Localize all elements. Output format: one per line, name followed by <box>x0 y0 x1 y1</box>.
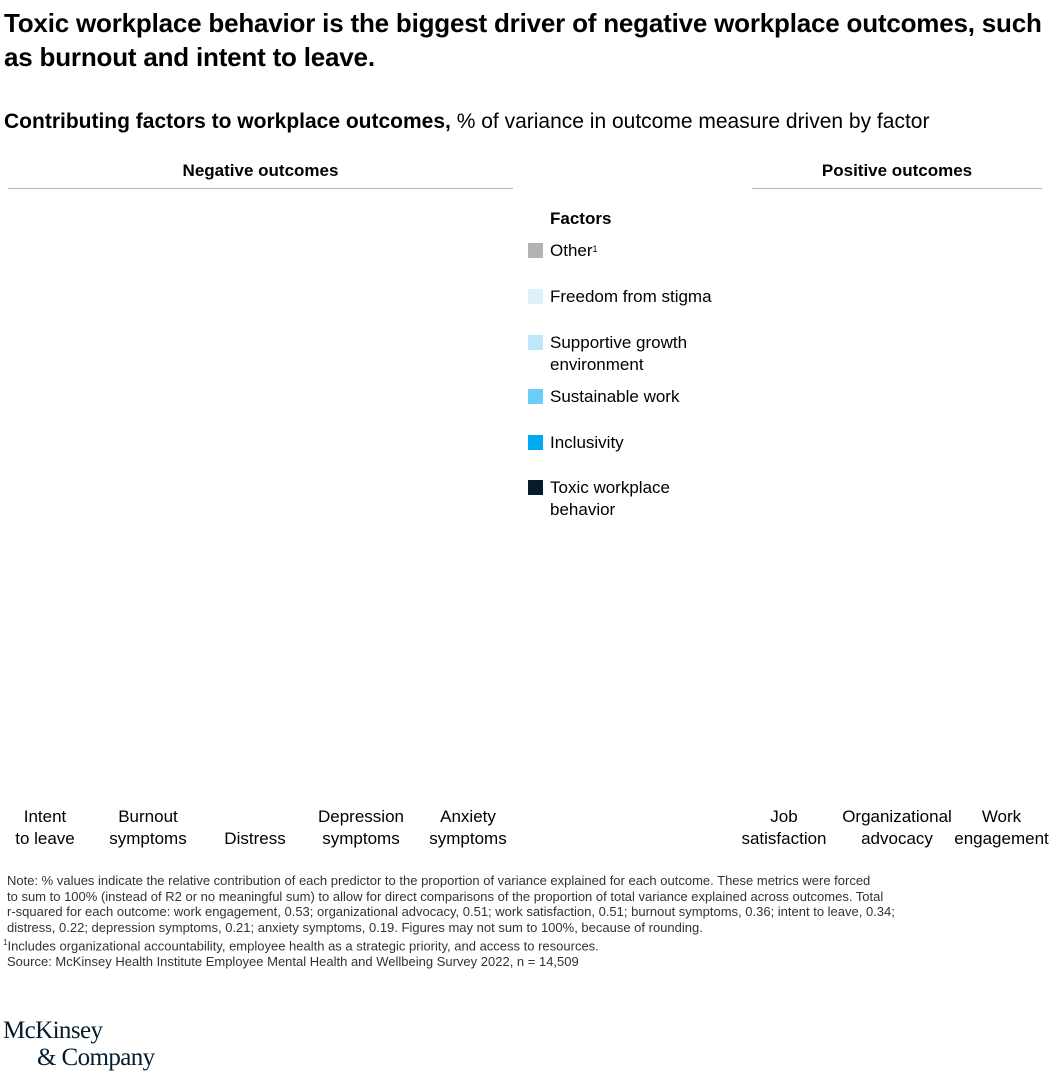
footnote-marker: 1 <box>592 244 598 254</box>
category-label-depression-symptoms: Depression symptoms <box>318 807 404 848</box>
legend-swatch-supportive-growth-environment <box>528 335 543 350</box>
legend-item-toxic-workplace-behavior <box>528 477 690 521</box>
legend-label-toxic-workplace-behavior: Toxic workplace behavior <box>550 478 670 519</box>
category-label-organizational-advocacy: Organizational advocacy <box>842 807 952 848</box>
legend-swatch-inclusivity <box>528 435 543 450</box>
positive-outcomes-divider <box>752 188 1042 189</box>
legend-swatch-sustainable-work <box>528 389 543 404</box>
category-label-job-satisfaction: Job satisfaction <box>741 807 827 848</box>
note-line: to sum to 100% (instead of R2 or no meaningful sum) to allow for direct comparisons of the proportion of total variance explained across outcomes. Total <box>7 888 884 904</box>
note-line: r-squared for each outcome: work engagement, 0.53; organizational advocacy, 0.51; work satisfaction, 0.51; burnout symptoms, 0.36; intent to leave, 0.34; <box>7 904 895 920</box>
legend-swatch-toxic-workplace-behavior <box>528 480 543 495</box>
legend-item-supportive-growth-environment <box>528 332 710 376</box>
legend-label-other: Other <box>550 241 593 260</box>
logo-line-1: McKinsey <box>3 1017 103 1044</box>
legend-label-supportive-growth-environment: Supportive growth environment <box>550 333 688 374</box>
legend-item-freedom-from-stigma <box>528 286 730 308</box>
category-label-intent-to-leave: Intent to leave <box>15 807 75 848</box>
legend-title: Factors <box>550 209 612 228</box>
category-label-distress: Distress <box>224 829 286 848</box>
negative-outcomes-divider <box>8 188 513 189</box>
footnote-text: Includes organizational accountability, employee health as a strategic priority, and access to resources. <box>7 938 599 954</box>
positive-outcomes-heading: Positive outcomes <box>821 161 973 180</box>
legend-item-inclusivity <box>528 432 730 454</box>
chart-subtitle <box>4 108 929 136</box>
legend-item-sustainable-work <box>528 386 730 408</box>
footnote-number: 1 <box>3 938 8 948</box>
legend-label-inclusivity: Inclusivity <box>550 433 624 452</box>
subtitle-unit: % of variance in outcome measure driven by factor <box>450 110 930 133</box>
legend-label-freedom-from-stigma: Freedom from stigma <box>550 287 712 306</box>
source-line: Source: McKinsey Health Institute Employee Mental Health and Wellbeing Survey 2022, n = 14,509 <box>7 954 579 970</box>
logo-line-2: & Company <box>37 1044 155 1071</box>
legend-item-other <box>528 240 730 262</box>
category-label-work-engagement: Work engagement <box>954 807 1049 848</box>
category-label-burnout-symptoms: Burnout symptoms <box>109 807 187 848</box>
chart-title: Toxic workplace behavior is the biggest driver of negative workplace outcomes, such as burnout and intent to leave. <box>4 8 1042 72</box>
note-line: distress, 0.22; depression symptoms, 0.21; anxiety symptoms, 0.19. Figures may not sum to 100%, because of rounding. <box>7 919 703 935</box>
negative-outcomes-heading: Negative outcomes <box>182 161 339 180</box>
note-line: Note: % values indicate the relative contribution of each predictor to the proportion of variance explained for each outcome. These metrics were forced <box>7 873 871 888</box>
chart-notes <box>3 873 1047 970</box>
legend <box>528 207 738 519</box>
category-label-anxiety-symptoms: Anxiety symptoms <box>429 807 507 848</box>
legend-swatch-freedom-from-stigma <box>528 289 543 304</box>
legend-label-sustainable-work: Sustainable work <box>550 387 680 406</box>
legend-swatch-other <box>528 243 543 258</box>
positive-outcomes-plot-area <box>735 195 1055 795</box>
footnote <box>3 935 1047 954</box>
mckinsey-logo <box>3 1017 155 1071</box>
subtitle-bold: Contributing factors to workplace outcomes, <box>4 110 451 133</box>
negative-outcomes-plot-area <box>0 195 520 795</box>
